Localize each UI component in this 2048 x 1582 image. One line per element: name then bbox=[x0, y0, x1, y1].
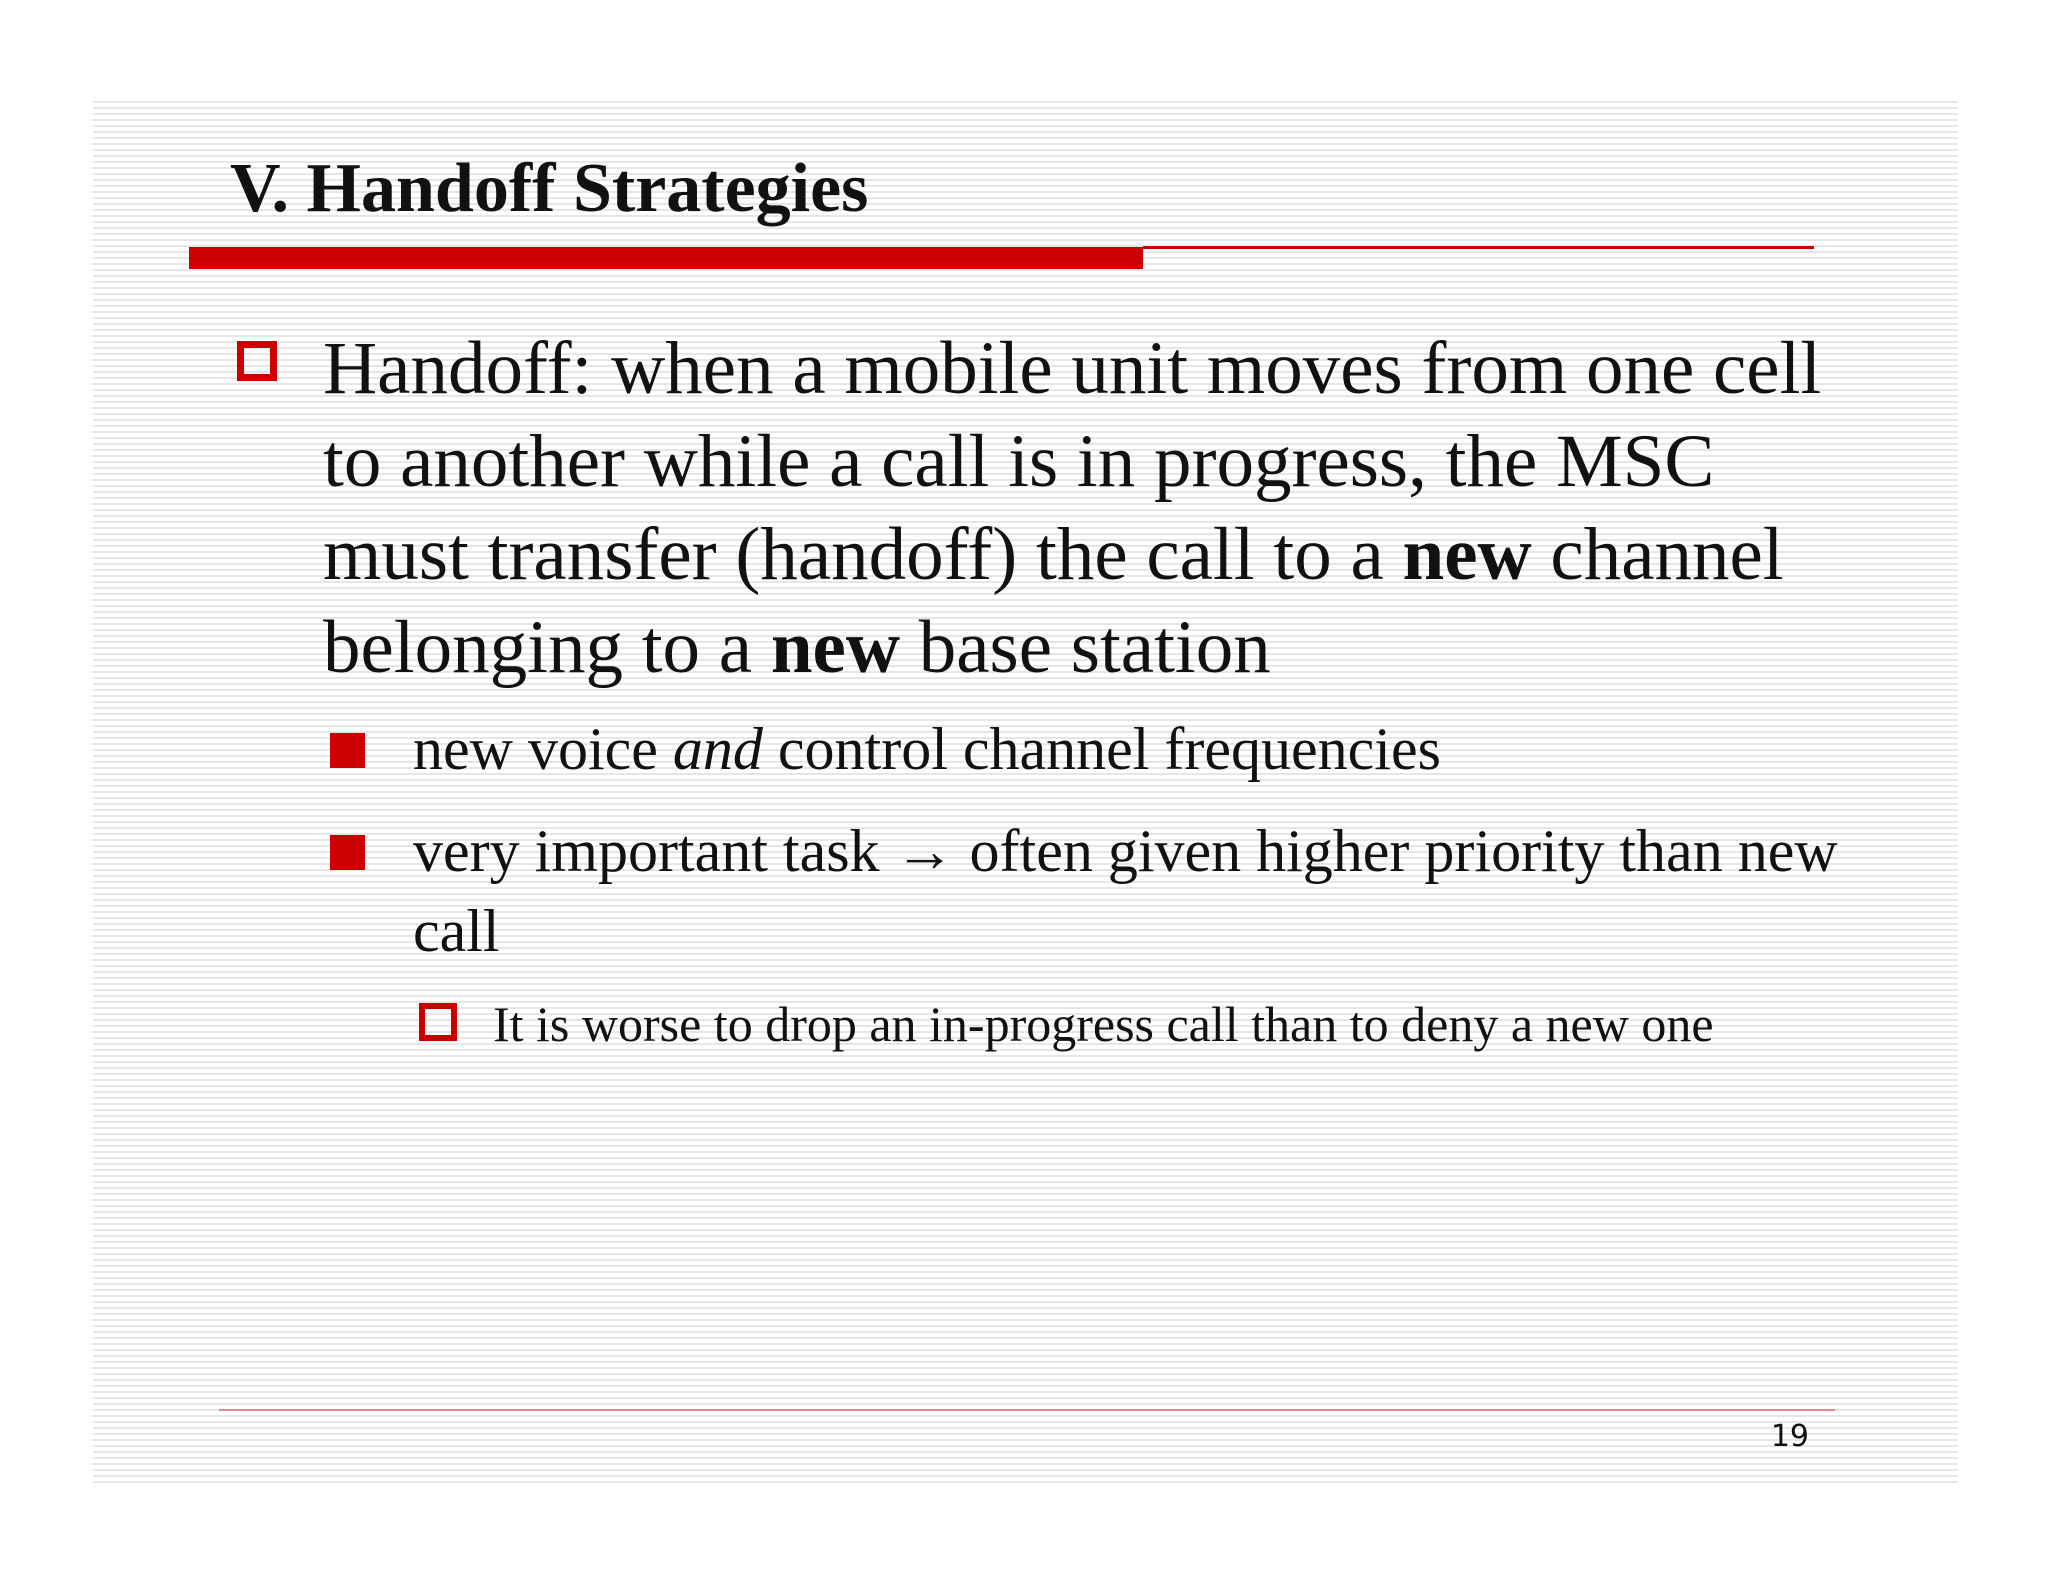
slide-title: V. Handoff Strategies bbox=[230, 150, 869, 227]
page-number: 19 bbox=[1770, 1419, 1809, 1454]
bullet-emphasis: new bbox=[1402, 513, 1532, 596]
footer-divider bbox=[219, 1409, 1835, 1411]
bullet-emphasis: new bbox=[770, 606, 901, 689]
filled-square-icon bbox=[330, 835, 365, 870]
bullet-text-part: channel belonging to a bbox=[323, 513, 1784, 689]
bullet-priority: very important task → often given higher priority than new call bbox=[413, 818, 1838, 964]
title-underline-thick bbox=[189, 247, 1143, 269]
hollow-square-icon bbox=[237, 341, 277, 381]
bullet-italic: and bbox=[672, 716, 763, 782]
filled-square-icon bbox=[330, 733, 365, 768]
bullet-drop-vs-deny: It is worse to drop an in-progress call than to deny a new one bbox=[493, 996, 1714, 1052]
slide bbox=[93, 97, 1958, 1487]
bullet-handoff-definition bbox=[323, 322, 1843, 694]
title-underline-thin bbox=[1143, 246, 1814, 249]
hollow-square-icon bbox=[419, 1003, 457, 1041]
bullet-text-part: new voice bbox=[413, 716, 658, 782]
bullet-text-part: control channel frequencies bbox=[777, 716, 1441, 782]
bullet-text-part: base station bbox=[918, 606, 1271, 689]
bullet-new-frequencies bbox=[413, 709, 1853, 789]
bullet-text-part: Handoff: when a mobile unit moves from one cell to another while a call is in progress, the MSC must transfer (handoff) the call to a bbox=[323, 327, 1822, 596]
